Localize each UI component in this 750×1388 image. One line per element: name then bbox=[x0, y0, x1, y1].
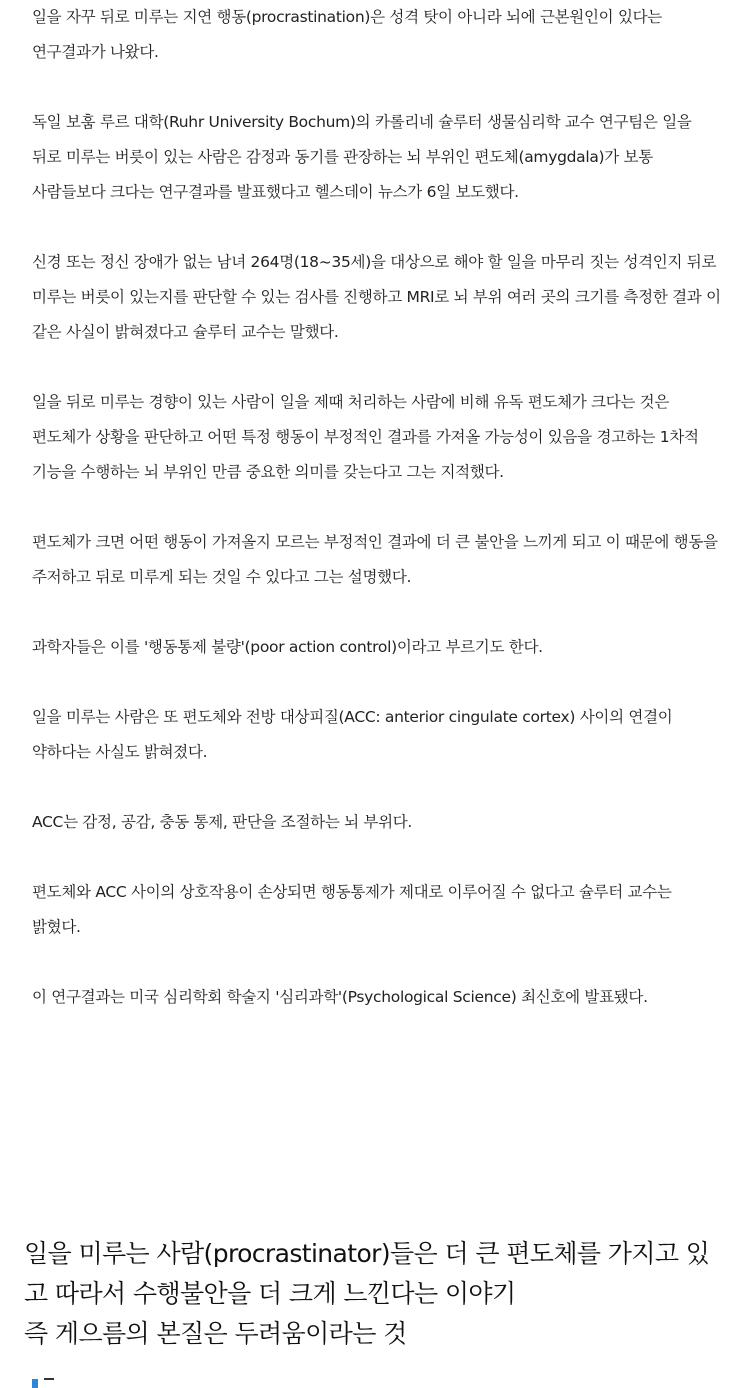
article-paragraph-7: 일을 미루는 사람은 또 편도체와 전방 대상피질(ACC: anterior cingulate cortex) 사이의 연결이 약하다는 사실도 밝혀졌다. bbox=[32, 708, 673, 761]
article-paragraph-9: 편도체와 ACC 사이의 상호작용이 손상되면 행동통제가 제대로 이루어질 수 없다고 슐루터 교수는 밝혔다. bbox=[32, 883, 672, 936]
article-paragraph-4: 일을 뒤로 미루는 경향이 있는 사람이 일을 제때 처리하는 사람에 비해 유독 편도체가 크다는 것은 편도체가 상황을 판단하고 어떤 특정 행동이 부정적인 결과를 가져올 가능성이 있음을 경고하는 1차적 기능을 수행하는 뇌 부위인 만큼 중요한 의미를 갖는다고 그는 지적했다. bbox=[32, 393, 699, 481]
article-paragraph-10: 이 연구결과는 미국 심리학회 학술지 '심리과학'(Psychological Science) 최신호에 발표됐다. bbox=[32, 988, 648, 1006]
article-paragraph-3: 신경 또는 정신 장애가 없는 남녀 264명(18~35세)을 대상으로 해야 할 일을 마무리 짓는 성격인지 뒤로 미루는 버릇이 있는지를 판단할 수 있는 검사를 진행하고 MRI로 뇌 부위 여러 곳의 크기를 측정한 결과 이 같은 사실이 밝혀졌다고 슐루터 교수는 말했다. bbox=[32, 253, 721, 341]
summary-line-2: 고 따라서 수행불안을 더 크게 느낀다는 이야기 bbox=[24, 1279, 516, 1308]
article-paragraph-6: 과학자들은 이를 '행동통제 불량'(poor action control)이라고 부르기도 한다. bbox=[32, 638, 543, 656]
summary-comment bbox=[24, 1234, 729, 1354]
summary-line-3: 즉 게으름의 본질은 두려움이라는 것 bbox=[24, 1319, 407, 1348]
summary-line-1: 일을 미루는 사람(procrastinator)들은 더 큰 편도체를 가지고 있 bbox=[24, 1239, 710, 1268]
article-paragraph-2: 독일 보훔 루르 대학(Ruhr University Bochum)의 카롤리네 슐루터 생물심리학 교수 연구팀은 일을 뒤로 미루는 버릇이 있는 사람은 감정과 동기를 관장하는 뇌 부위인 편도체(amygdala)가 보통 사람들보다 크다는 연구결과를 발표했다고 헬스데이 뉴스가 6일 보도했다. bbox=[32, 113, 692, 201]
cutoff-glyph-icon bbox=[44, 1378, 54, 1388]
bookmark-icon bbox=[32, 1379, 38, 1388]
article-body bbox=[32, 0, 722, 1015]
article-paragraph-8: ACC는 감정, 공감, 충동 통제, 판단을 조절하는 뇌 부위다. bbox=[32, 813, 413, 831]
article-paragraph-1: 일을 자꾸 뒤로 미루는 지연 행동(procrastination)은 성격 탓이 아니라 뇌에 근본원인이 있다는 연구결과가 나왔다. bbox=[32, 8, 662, 61]
bottom-section-marker bbox=[32, 1378, 54, 1388]
article-paragraph-5: 편도체가 크면 어떤 행동이 가져올지 모르는 부정적인 결과에 더 큰 불안을 느끼게 되고 이 때문에 행동을 주저하고 뒤로 미루게 되는 것일 수 있다고 그는 설명했다. bbox=[32, 533, 718, 586]
